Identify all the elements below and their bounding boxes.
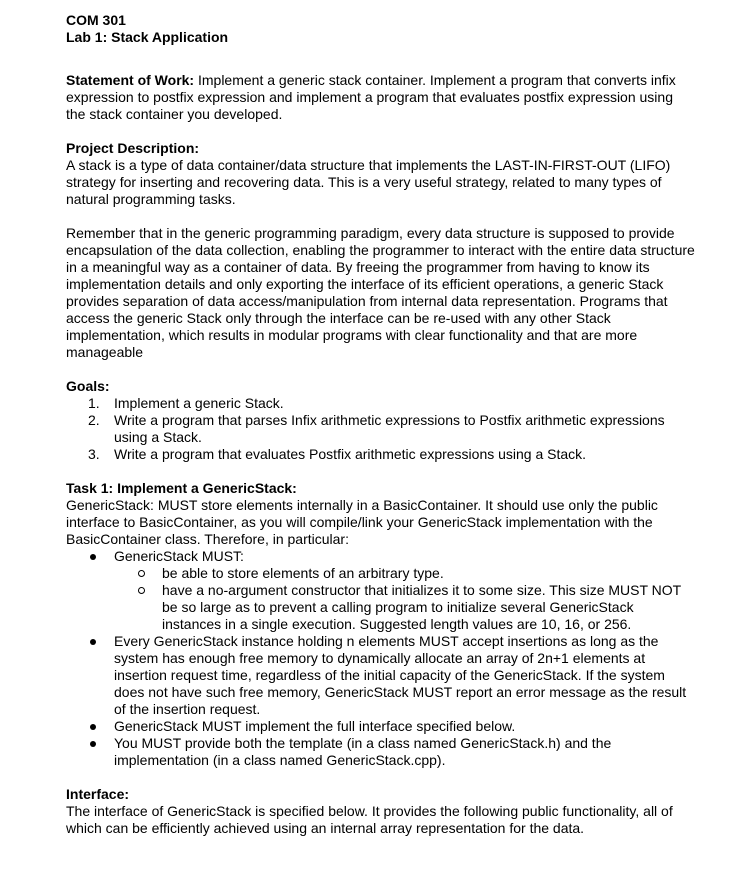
sub-requirement-text: have a no-argument constructor that initializes it to some size. This size MUST NOT be so large as to prevent a calling program to initialize several GenericStack instances in a single execution. Suggested length values are 10, 16, or 256. [162,582,681,632]
sub-requirement-text: be able to store elements of an arbitrary type. [162,565,444,581]
requirement-text: You MUST provide both the template (in a class named GenericStack.h) and the implementation (in a class named GenericStack.cpp). [114,735,612,768]
requirement-item [66,735,696,769]
task1-requirements [66,548,696,769]
goal-number: 1. [88,395,100,411]
project-paragraph-1: A stack is a type of data container/data structure that implements the LAST-IN-FIRST-OUT (LIFO) strategy for inserting and recovering data. This is a very useful strategy, related to many types of natural programming tasks. [66,157,671,207]
goal-number: 3. [88,446,100,462]
goal-item [66,395,696,412]
document-page [66,12,696,837]
circle-bullet-icon [138,587,145,594]
goals-list [66,395,696,463]
statement-of-work [66,72,696,123]
sub-requirement-item [114,582,696,633]
goal-text: Implement a generic Stack. [114,395,284,411]
project-description-heading: Project Description: [66,140,200,156]
bullet-icon [90,724,96,730]
statement-text: Implement a generic stack container. Implement a program that converts infix expression to postfix expression and implement a program that evaluates postfix expression using the stack container you developed. [66,72,676,122]
task1-heading: Task 1: Implement a GenericStack: [66,480,297,496]
requirement-text: Every GenericStack instance holding n elements MUST accept insertions as long as the system has enough free memory to dynamically allocate an array of 2n+1 elements at insertion request time, regardless of the initial capacity of the GenericStack. If the system does not have such free memory, GenericStack MUST report an error message as the result of the insertion request. [114,633,687,717]
requirement-item [66,548,696,633]
bullet-icon [90,639,96,645]
interface-text: The interface of GenericStack is specified below. It provides the following public functionality, all of which can be efficiently achieved using an internal array representation for the data. [66,803,673,836]
goal-number: 2. [88,412,100,428]
sub-requirements [114,565,696,633]
circle-bullet-icon [138,570,145,577]
statement-label: Statement of Work: [66,72,195,88]
requirement-item [66,633,696,718]
task1-intro: GenericStack: MUST store elements internally in a BasicContainer. It should use only the public interface to BasicContainer, as you will compile/link your GenericStack implementation with the BasicContainer class. Therefore, in particular: [66,497,658,547]
goal-text: Write a program that evaluates Postfix arithmetic expressions using a Stack. [114,446,587,462]
goals-heading: Goals: [66,378,110,394]
requirement-text: GenericStack MUST implement the full interface specified below. [114,718,516,734]
requirement-item [66,718,696,735]
goal-item [66,446,696,463]
goal-text: Write a program that parses Infix arithmetic expressions to Postfix arithmetic expressions using a Stack. [114,412,665,445]
bullet-icon [90,741,96,747]
bullet-icon [90,554,96,560]
interface-heading: Interface: [66,786,130,802]
lab-title: Lab 1: Stack Application [66,29,229,45]
requirement-text: GenericStack MUST: [114,548,244,564]
project-paragraph-2: Remember that in the generic programming paradigm, every data structure is supposed to provide encapsulation of the data collection, enabling the programmer to interact with the entire data structure in a meaningful way as a container of data. By freeing the programmer from having to know its implementation details and only exporting the interface of its efficient operations, a generic Stack provides separation of data access/manipulation from internal data representation. Programs that access the generic Stack only through the interface can be re-used with any other Stack implementation, which results in modular programs with clear functionality and that are more manageable [66,225,695,360]
goal-item [66,412,696,446]
course-code: COM 301 [66,12,126,28]
sub-requirement-item [114,565,696,582]
